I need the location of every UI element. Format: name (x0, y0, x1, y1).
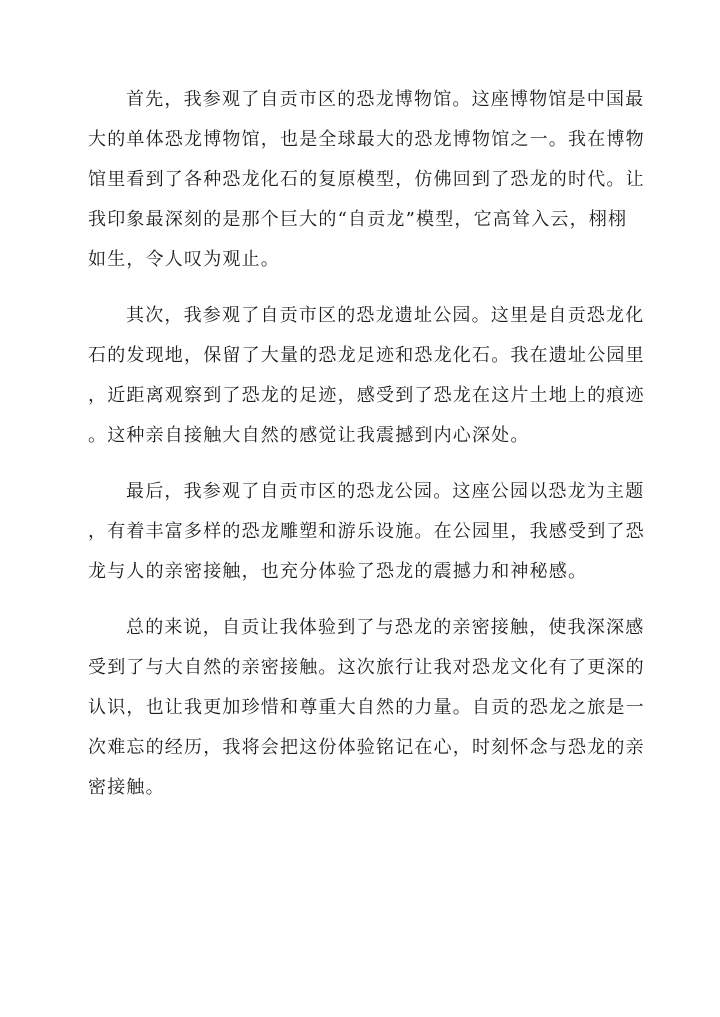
text-line: 如生，令人叹为观止。 (88, 249, 280, 270)
document-page (88, 80, 645, 824)
text-line: 。这种亲自接触大自然的感觉让我震撼到内心深处。 (88, 425, 530, 446)
text-line: ，近距离观察到了恐龙的足迹，感受到了恐龙在这片土地上的痕迹 (88, 385, 645, 406)
text-line: 龙与人的亲密接触，也充分体验了恐龙的震撼力和神秘感。 (88, 561, 588, 582)
text-line: 次难忘的经历，我将会把这份体验铭记在心，时刻怀念与恐龙的亲 (88, 737, 645, 758)
paragraph-site-park (88, 296, 645, 456)
text-line: 密接触。 (88, 777, 165, 798)
paragraph-conclusion (88, 608, 645, 808)
text-line: 石的发现地，保留了大量的恐龙足迹和恐龙化石。我在遗址公园里 (88, 345, 645, 366)
text-line: 认识，也让我更加珍惜和尊重大自然的力量。自贡的恐龙之旅是一 (88, 697, 645, 718)
text-line: 其次，我参观了自贡市区的恐龙遗址公园。这里是自贡恐龙化 (126, 305, 645, 326)
text-line: 首先，我参观了自贡市区的恐龙博物馆。这座博物馆是中国最 (126, 89, 645, 110)
text-line: 受到了与大自然的亲密接触。这次旅行让我对恐龙文化有了更深的 (88, 657, 645, 678)
text-line: 最后，我参观了自贡市区的恐龙公园。这座公园以恐龙为主题 (126, 481, 645, 502)
paragraph-dinosaur-park (88, 472, 645, 592)
text-line: 馆里看到了各种恐龙化石的复原模型，仿佛回到了恐龙的时代。让 (88, 169, 645, 190)
text-line: 总的来说，自贡让我体验到了与恐龙的亲密接触，使我深深感 (126, 617, 645, 638)
paragraph-museum (88, 80, 645, 280)
text-line: 我印象最深刻的是那个巨大的“自贡龙”模型，它高耸入云，栩栩 (88, 209, 628, 230)
text-line: ，有着丰富多样的恐龙雕塑和游乐设施。在公园里，我感受到了恐 (88, 521, 645, 542)
text-line: 大的单体恐龙博物馆，也是全球最大的恐龙博物馆之一。我在博物 (88, 129, 645, 150)
